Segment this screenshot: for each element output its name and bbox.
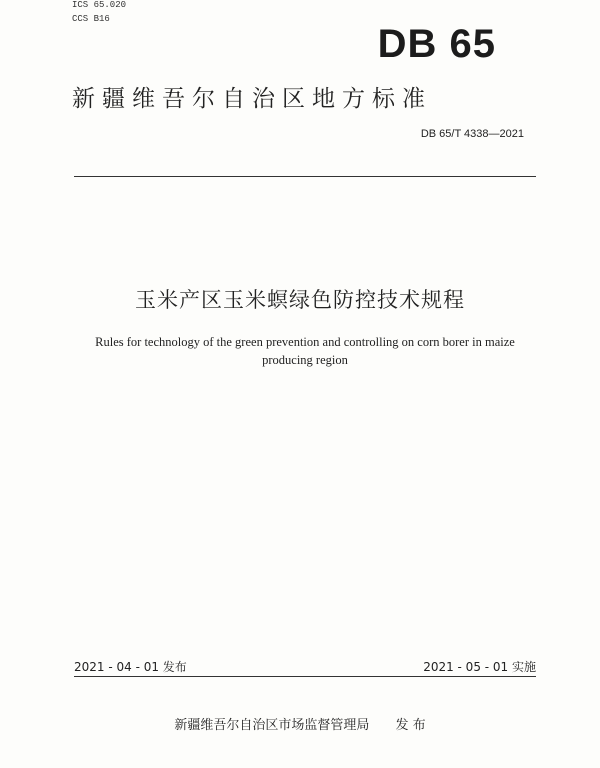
issuer-name: 新疆维吾尔自治区市场监督管理局 [174,718,370,733]
standard-number: DB 65/T 4338—2021 [420,128,524,140]
publishing-issuer [0,714,600,733]
issue-date: 2021 - 04 - 01 发布 [74,660,187,674]
issuer-action: 发 布 [395,718,426,733]
top-divider [74,176,536,177]
db-standard-mark: DB 65 [377,22,496,66]
ccs-code: CCS B16 [72,14,110,24]
issuing-authority-title: 新疆维吾尔自治区地方标准 [72,86,432,112]
bottom-divider [74,676,536,677]
document-title-chinese: 玉米产区玉米螟绿色防控技术规程 [135,288,465,312]
effective-date: 2021 - 05 - 01 实施 [423,660,536,674]
document-title-english: Rules for technology of the green prevention and controlling on corn borer in maize producing region [95,335,515,367]
ics-code: ICS 65.020 [72,0,127,10]
classification-codes [72,0,126,26]
